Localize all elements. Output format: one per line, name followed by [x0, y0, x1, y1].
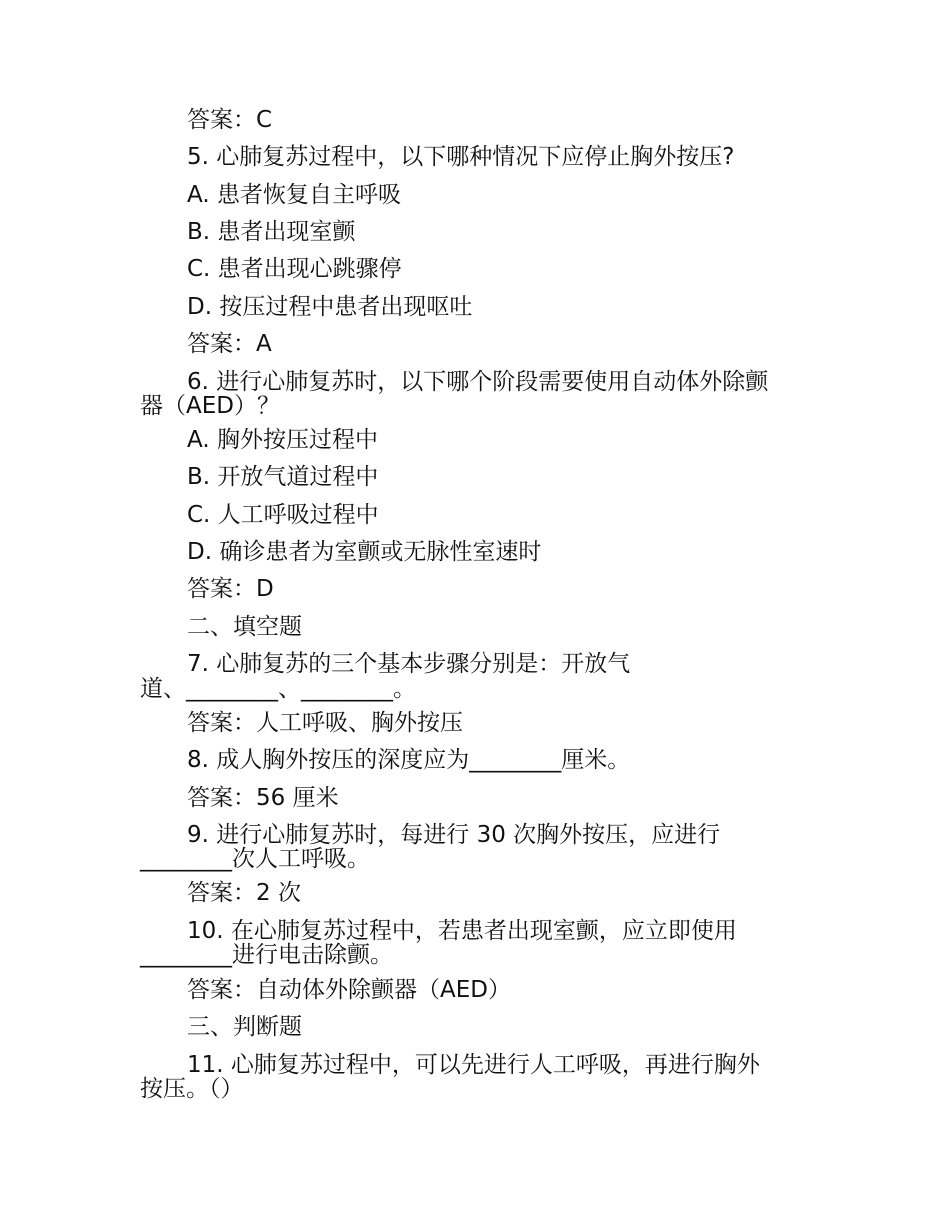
answer-10: 答案：自动体外除颤器（AED）: [187, 977, 511, 1003]
answer-5: 答案：A: [187, 331, 272, 357]
section-true-false: 三、判断题: [187, 1014, 302, 1040]
question-9-line-1: 9. 进行心肺复苏时，每进行 30 次胸外按压，应进行: [187, 822, 721, 848]
question-10-line-2: ________进行电击除颤。: [140, 942, 393, 968]
question-9-line-2: ________次人工呼吸。: [140, 846, 370, 872]
question-10-line-1: 10. 在心肺复苏过程中，若患者出现室颤，应立即使用: [187, 918, 737, 944]
q6-option-c: C. 人工呼吸过程中: [187, 502, 379, 528]
question-11-line-2: 按压。（）: [140, 1076, 244, 1102]
answer-8: 答案：56 厘米: [187, 785, 339, 811]
q5-option-b: B. 患者出现室颤: [187, 219, 356, 245]
question-11-line-1: 11. 心肺复苏过程中，可以先进行人工呼吸，再进行胸外: [187, 1052, 760, 1078]
q6-option-a: A. 胸外按压过程中: [187, 427, 378, 453]
question-8: 8. 成人胸外按压的深度应为________厘米。: [187, 747, 631, 773]
section-fill-in: 二、填空题: [187, 614, 302, 640]
q5-option-c: C. 患者出现心跳骤停: [187, 256, 402, 282]
question-7-line-1: 7. 心肺复苏的三个基本步骤分别是：开放气: [187, 651, 631, 677]
question-6-line-1: 6. 进行心肺复苏时，以下哪个阶段需要使用自动体外除颤: [187, 369, 769, 395]
q5-option-a: A. 患者恢复自主呼吸: [187, 182, 401, 208]
answer-6: 答案：D: [187, 576, 274, 602]
answer-7: 答案：人工呼吸、胸外按压: [187, 710, 463, 736]
q6-option-b: B. 开放气道过程中: [187, 464, 379, 490]
question-7-line-2: 道、________、________。: [140, 676, 416, 702]
answer-9: 答案：2 次: [187, 880, 301, 906]
question-5: 5. 心肺复苏过程中，以下哪种情况下应停止胸外按压?: [187, 144, 735, 170]
q5-option-d: D. 按压过程中患者出现呕吐: [187, 294, 473, 320]
answer-4: 答案：C: [187, 107, 273, 133]
question-6-line-2: 器（AED）？: [140, 393, 280, 419]
q6-option-d: D. 确诊患者为室颤或无脉性室速时: [187, 539, 542, 565]
